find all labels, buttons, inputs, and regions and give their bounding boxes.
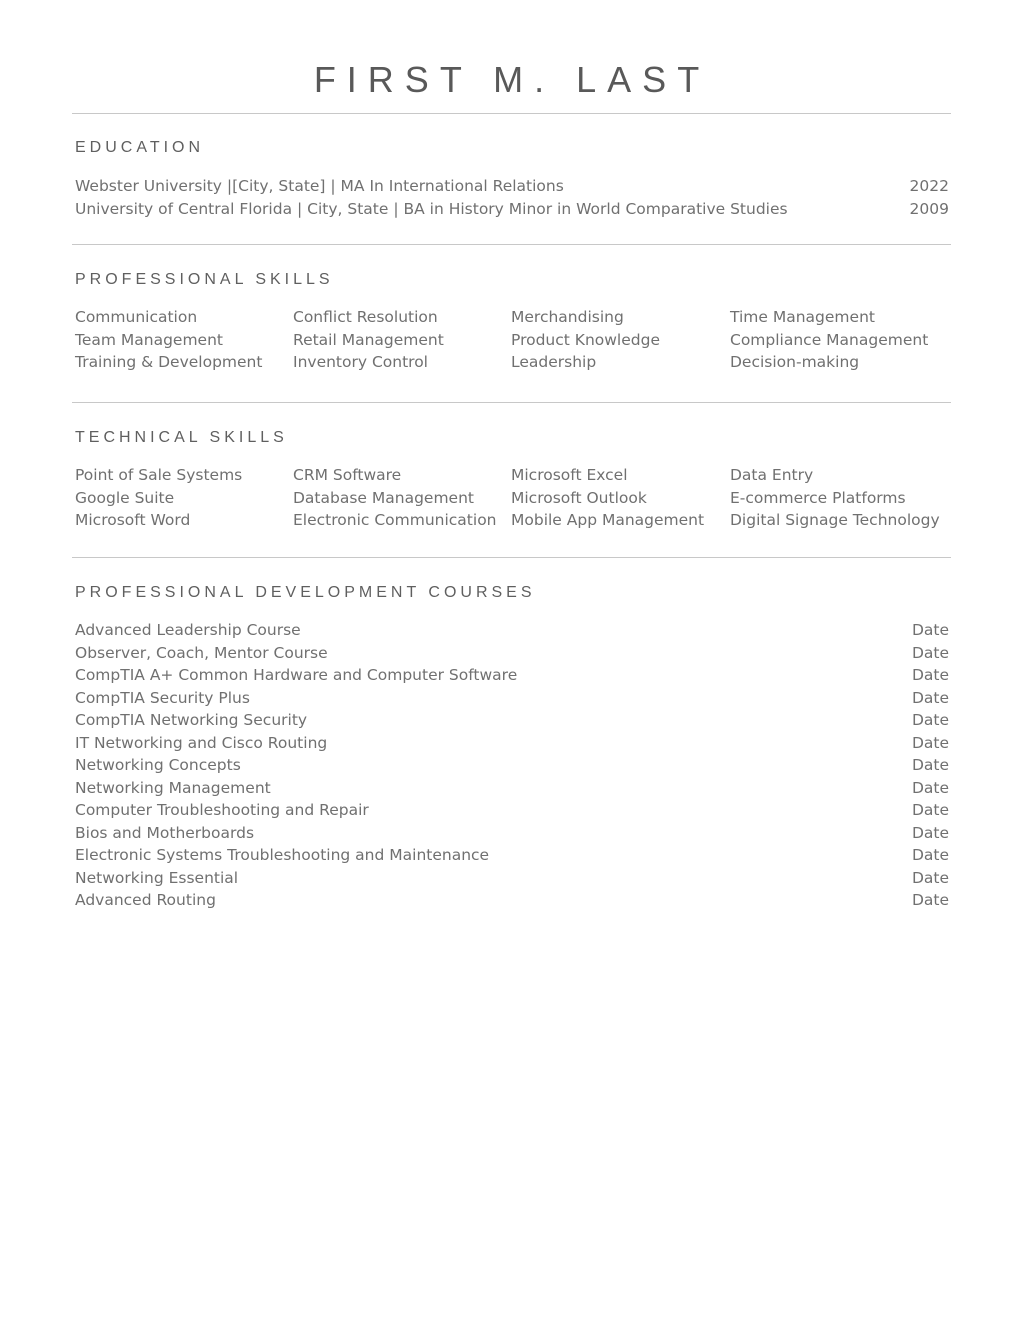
skill-item: Database Management xyxy=(293,488,474,507)
skill-item: Leadership xyxy=(511,353,597,371)
courses-list xyxy=(75,619,949,912)
course-date: Date xyxy=(911,621,949,639)
skill-item: Time Management xyxy=(730,308,875,326)
skill-item: Merchandising xyxy=(511,308,624,326)
course-row xyxy=(75,619,949,642)
skill-item: Product Knowledge xyxy=(511,330,660,349)
skill-item: CRM Software xyxy=(293,466,402,484)
course-row xyxy=(75,754,949,777)
course-name: Networking Concepts xyxy=(75,756,241,774)
course-name: Advanced Leadership Course xyxy=(75,621,301,639)
course-date: Date xyxy=(911,643,949,662)
course-row xyxy=(75,822,949,845)
skill-item: Training & Development xyxy=(75,353,263,371)
technical-skills-grid xyxy=(75,464,949,532)
skill-item: Point of Sale Systems xyxy=(75,466,243,484)
course-row xyxy=(75,664,949,687)
course-name: Observer, Coach, Mentor Course xyxy=(75,643,328,662)
course-row xyxy=(75,844,949,867)
course-date: Date xyxy=(911,868,949,887)
skill-item: E-commerce Platforms xyxy=(730,488,906,507)
skill-item: Decision-making xyxy=(730,353,860,371)
course-date: Date xyxy=(911,733,949,752)
professional-skills-grid xyxy=(75,306,949,374)
education-heading: EDUCATION xyxy=(75,139,205,156)
course-name: Electronic Systems Troubleshooting and Maintenance xyxy=(75,846,490,864)
divider xyxy=(72,557,951,558)
course-date: Date xyxy=(911,846,949,864)
course-date: Date xyxy=(911,666,949,684)
course-name: Computer Troubleshooting and Repair xyxy=(75,801,369,819)
course-row xyxy=(75,889,949,912)
divider xyxy=(72,244,951,245)
skill-item: Microsoft Outlook xyxy=(511,488,647,507)
divider xyxy=(72,402,951,403)
course-row xyxy=(75,709,949,732)
education-entry xyxy=(75,198,949,221)
course-name: CompTIA A+ Common Hardware and Computer Software xyxy=(75,666,518,684)
course-name: CompTIA Networking Security xyxy=(75,711,308,729)
course-date: Date xyxy=(911,891,949,909)
education-degree: Webster University |[City, State] | MA In International Relations xyxy=(75,177,564,195)
skill-item: Team Management xyxy=(75,330,223,349)
divider xyxy=(72,113,951,114)
professional-skills-heading: PROFESSIONAL SKILLS xyxy=(75,271,334,288)
course-date: Date xyxy=(911,688,949,707)
course-name: IT Networking and Cisco Routing xyxy=(75,733,328,752)
skill-item: Mobile App Management xyxy=(511,511,705,529)
course-date: Date xyxy=(911,711,949,729)
course-row xyxy=(75,687,949,710)
course-date: Date xyxy=(911,801,949,819)
education-entry xyxy=(75,175,949,198)
candidate-name: FIRST M. LAST xyxy=(313,59,711,100)
course-row xyxy=(75,642,949,665)
courses-heading: PROFESSIONAL DEVELOPMENT COURSES xyxy=(75,584,536,601)
skill-item: Microsoft Word xyxy=(75,511,191,529)
course-date: Date xyxy=(911,756,949,774)
skill-item: Digital Signage Technology xyxy=(730,511,940,529)
skill-item: Microsoft Excel xyxy=(511,466,628,484)
course-row xyxy=(75,867,949,890)
course-name: Networking Essential xyxy=(75,868,239,887)
skill-item: Retail Management xyxy=(293,330,444,349)
course-date: Date xyxy=(911,778,949,797)
education-degree: University of Central Florida | City, State | BA in History Minor in World Comparative Studies xyxy=(75,199,788,218)
course-row xyxy=(75,799,949,822)
skill-item: Electronic Communication xyxy=(293,511,497,529)
skill-item: Compliance Management xyxy=(730,330,929,349)
skill-item: Data Entry xyxy=(730,466,814,484)
education-list xyxy=(75,175,949,220)
course-name: Networking Management xyxy=(75,778,271,797)
course-name: CompTIA Security Plus xyxy=(75,688,250,707)
skill-item: Communication xyxy=(75,308,198,326)
skill-item: Conflict Resolution xyxy=(293,308,438,326)
course-name: Advanced Routing xyxy=(75,891,216,909)
course-name: Bios and Motherboards xyxy=(75,823,255,842)
education-year: 2022 xyxy=(909,177,949,195)
skill-item: Google Suite xyxy=(75,488,175,507)
course-date: Date xyxy=(911,823,949,842)
skill-item: Inventory Control xyxy=(293,353,428,371)
technical-skills-heading: TECHNICAL SKILLS xyxy=(75,429,288,446)
course-row xyxy=(75,732,949,755)
course-row xyxy=(75,777,949,800)
education-year: 2009 xyxy=(909,199,949,218)
